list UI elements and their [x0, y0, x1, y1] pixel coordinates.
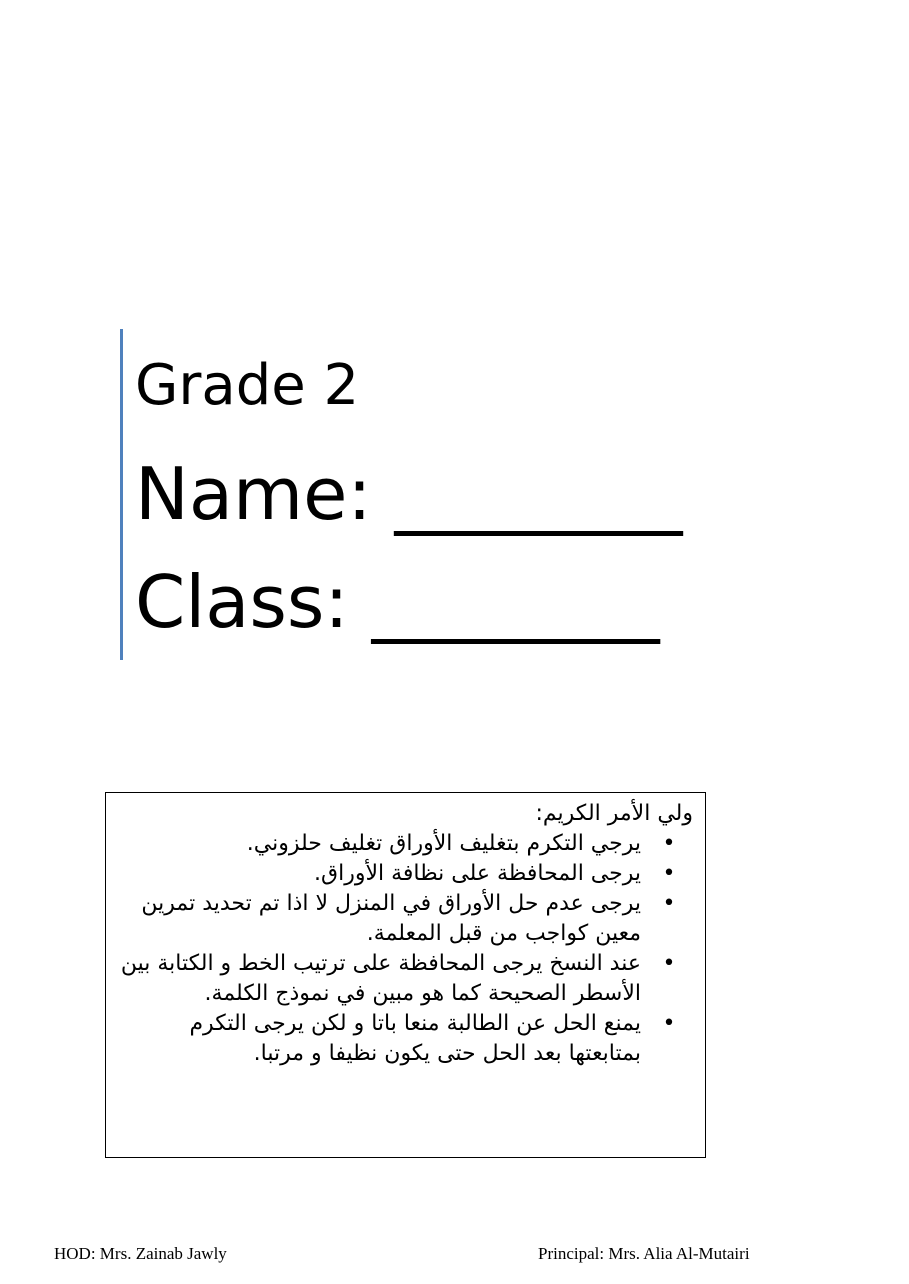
bullet-icon: • [662, 951, 676, 976]
parent-notice-box [105, 792, 706, 1158]
class-field-line: Class: ________ [135, 560, 660, 644]
list-item-text: يرجى المحافظة على نظافة الأوراق. [314, 861, 641, 886]
title-block [120, 329, 763, 660]
list-item-text: يمنع الحل عن الطالبة منعا باتا و لكن يرجى التكرم بمتابعتها بعد الحل حتى يكون نظيفا و مرتبا. [189, 1011, 641, 1066]
list-item [118, 829, 676, 859]
notice-list [106, 829, 705, 1069]
hod-signature-line: HOD: Mrs. Zainab Jawly [54, 1244, 227, 1263]
grade-label: Grade 2 [135, 353, 360, 418]
bullet-icon: • [662, 1011, 676, 1036]
list-item-text: عند النسخ يرجى المحافظة على ترتيب الخط و الكتابة بين الأسطر الصحيحة كما هو مبين في نموذج الكلمة. [120, 951, 641, 1006]
list-item [118, 859, 676, 889]
bullet-icon: • [662, 831, 676, 856]
list-item-text: يرجي التكرم بتغليف الأوراق تغليف حلزوني. [246, 831, 641, 856]
list-item [118, 889, 676, 949]
name-field-line: Name: ________ [135, 452, 683, 536]
bullet-icon: • [662, 861, 676, 886]
principal-signature-line: Principal: Mrs. Alia Al-Mutairi [538, 1244, 750, 1263]
list-item-text: يرجى عدم حل الأوراق في المنزل لا اذا تم تحديد تمرين معين كواجب من قبل المعلمة. [141, 891, 641, 946]
notice-heading: ولي الأمر الكريم: [535, 801, 693, 826]
list-item [118, 949, 676, 1009]
list-item [118, 1009, 676, 1069]
bullet-icon: • [662, 891, 676, 916]
